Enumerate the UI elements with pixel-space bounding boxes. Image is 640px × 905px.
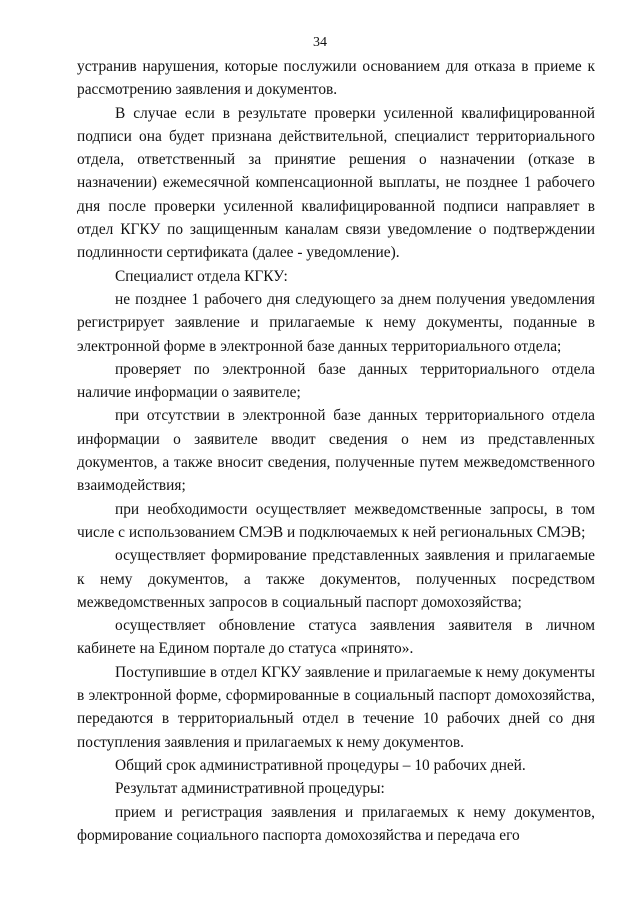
- paragraph-enters-info: при отсутствии в электронной базе данных территориального отдела информации о заявителе вводит сведения о нем из представленных документов, а также вносит сведения, полученные путем межведомственного взаимодействия;: [77, 407, 595, 495]
- paragraph-interagency-requests: при необходимости осуществляет межведомственные запросы, в том числе с использованием СМЭВ и подключаемых к ней региональных СМЭВ;: [77, 500, 595, 541]
- paragraph-updates-status: осуществляет обновление статуса заявления заявителя в личном кабинете на Едином портале до статуса «принято».: [77, 617, 595, 658]
- page-number: 34: [313, 35, 327, 50]
- paragraph-continuation: устранив нарушения, которые послужили основанием для отказа в приеме к рассмотрению заявления и документов.: [77, 58, 595, 99]
- paragraph-result-text: прием и регистрация заявления и прилагаемых к нему документов, формирование социального паспорта домохозяйства и передача его: [77, 803, 595, 844]
- paragraph-kgku-specialist: Специалист отдела КГКУ:: [115, 267, 288, 285]
- paragraph-registers: не позднее 1 рабочего дня следующего за днем получения уведомления регистрирует заявление и прилагаемые к нему документы, поданные в электронной форме в электронной базе данных территориального отдела;: [77, 290, 595, 355]
- paragraph-result-heading: Результат административной процедуры:: [115, 780, 385, 798]
- document-body: [77, 55, 595, 847]
- paragraph-signature-valid: В случае если в результате проверки усиленной квалифицированной подписи она будет признана действительной, специалист территориального отдела, ответственный за принятие решения о назначении (отказе в назначении) ежемесячной компенсационной выплаты, не позднее 1 рабочего дня после проверки усиленной квалифицированной подписи направляет в отдел КГКУ по защищенным каналам связи уведомление о подтверждении подлинности сертификата (далее - уведомление).: [77, 104, 595, 262]
- paragraph-transfer: Поступившие в отдел КГКУ заявление и прилагаемые к нему документы в электронной форме, сформированные в социальный паспорт домохозяйства, передаются в территориальный отдел в течение 10 рабочих дней со дня поступления заявления и прилагаемых к нему документов.: [77, 663, 595, 751]
- paragraph-forms-passport: осуществляет формирование представленных заявления и прилагаемые к нему документов, а также документов, полученных посредством межведомственных запросов в социальный паспорт домохозяйства;: [77, 547, 595, 611]
- paragraph-total-term: Общий срок административной процедуры – 10 рабочих дней.: [115, 756, 526, 774]
- paragraph-checks-database: проверяет по электронной базе данных территориального отдела наличие информации о заявителе;: [77, 360, 595, 402]
